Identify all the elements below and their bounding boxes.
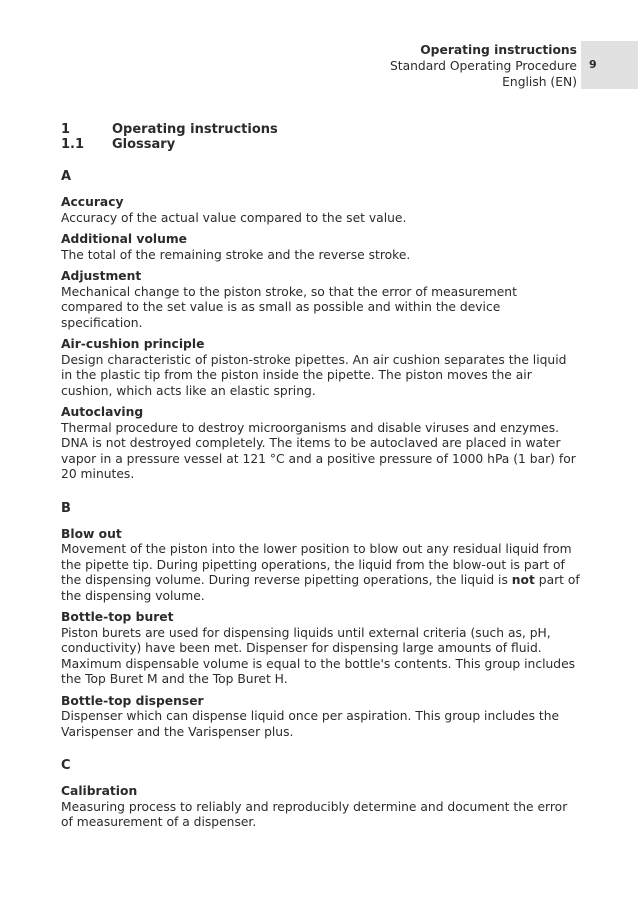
- chapter-number: 1: [61, 122, 71, 137]
- glossary-definition: Thermal procedure to destroy microorganisms and disable viruses and enzymes. DNA is not destroyed completely. The items to be autoclaved are placed in water vapor in a pressure vessel at 121 °C and a positive pressure of 1000 hPa (1 bar) for 20 minutes.: [61, 420, 576, 481]
- emphasis-text: not: [511, 573, 535, 587]
- glossary-definition: [61, 542, 581, 604]
- glossary-term: Additional volume: [61, 232, 188, 246]
- glossary-definition: Dispenser which can dispense liquid once per aspiration. This group includes the Varispenser and the Varispenser plus.: [61, 709, 560, 739]
- page-header: [277, 42, 577, 90]
- glossary-entry: [61, 337, 581, 399]
- page-number-tab: [581, 41, 638, 89]
- definition-text: part of the dispensing volume.: [61, 573, 580, 603]
- section-number: 1.1: [61, 137, 85, 152]
- glossary-term: Accuracy: [61, 195, 124, 209]
- glossary-term: Bottle-top dispenser: [61, 693, 204, 708]
- glossary-definition: Mechanical change to the piston stroke, so that the error of measurement compared to the set value is as small as possible and within the device specification.: [61, 284, 517, 330]
- glossary-letter-a: A: [61, 169, 72, 184]
- header-language: English (EN): [502, 75, 577, 89]
- glossary-entry: [61, 694, 581, 741]
- chapter-title: Operating instructions: [112, 122, 278, 137]
- glossary-term: Calibration: [61, 784, 138, 798]
- glossary-entry: [61, 784, 581, 831]
- header-subtitle: Standard Operating Procedure: [389, 59, 577, 73]
- glossary-letter-c: C: [61, 758, 71, 773]
- chapter-heading: [61, 122, 581, 137]
- glossary-term: Bottle-top buret: [61, 610, 174, 624]
- glossary-definition: Design characteristic of piston-stroke pipettes. An air cushion separates the liquid in the plastic tip from the piston inside the pipette. The piston moves the air cushion, which acts like an elastic spring.: [61, 352, 567, 398]
- glossary-term: Adjustment: [61, 269, 142, 283]
- section-title: Glossary: [112, 137, 176, 152]
- glossary-entry: [61, 232, 581, 263]
- glossary-entry: [61, 195, 581, 226]
- glossary-letter-b: B: [61, 500, 71, 516]
- glossary-term: Autoclaving: [61, 405, 144, 419]
- glossary-entry: [61, 405, 581, 483]
- glossary-entry: [61, 269, 581, 331]
- glossary-term: Air-cushion principle: [61, 337, 205, 351]
- glossary-entry: [61, 610, 581, 688]
- glossary-definition: Piston burets are used for dispensing liquids until external criteria (such as, pH, conductivity) have been met. Dispenser for dispensing large amounts of fluid. Maximum dispensable volume is equal to the bottle's contents. This group includes the Top Buret M and the Top Buret H.: [61, 625, 576, 686]
- section-heading: [61, 137, 581, 152]
- glossary-term: Blow out: [61, 526, 122, 541]
- glossary-definition: The total of the remaining stroke and the reverse stroke.: [61, 247, 411, 262]
- page-number: 9: [589, 58, 597, 71]
- glossary-entry: [61, 527, 581, 605]
- definition-text: Movement of the piston into the lower position to blow out any residual liquid from the pipette tip. During pipetting operations, the liquid from the blow-out is part of the dispensing volume. During reverse pipetting operations, the liquid is: [61, 542, 572, 587]
- header-title: Operating instructions: [420, 43, 577, 57]
- document-body: [61, 122, 581, 837]
- glossary-definition: Measuring process to reliably and reproducibly determine and document the error of measurement of a dispenser.: [61, 799, 568, 829]
- glossary-definition: Accuracy of the actual value compared to the set value.: [61, 210, 407, 225]
